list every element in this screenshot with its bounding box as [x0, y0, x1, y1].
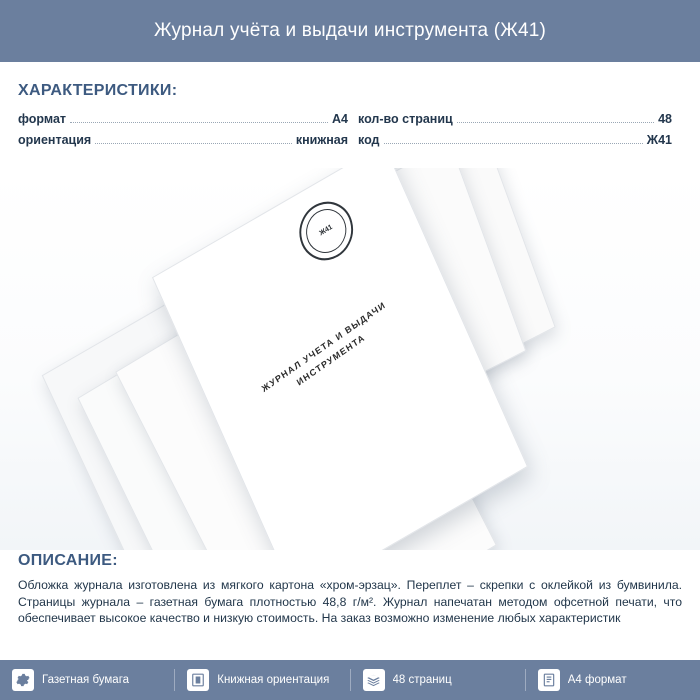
cover-title-text: ЖУРНАЛ УЧЕТА И ВЫДАЧИ ИНСТРУМЕНТА	[259, 299, 388, 395]
footer-item-label: Книжная ориентация	[217, 674, 330, 686]
page-header	[0, 0, 700, 62]
spec-value: книжная	[295, 133, 348, 147]
page-title: Журнал учёта и выдачи инструмента (Ж41)	[153, 20, 547, 41]
pages-stack-icon	[363, 669, 385, 691]
gear-icon	[12, 669, 34, 691]
footer-item-label: 48 страниц	[392, 674, 452, 686]
spec-row-format	[18, 112, 358, 126]
spec-row-orientation	[18, 133, 358, 147]
footer-item-page-count	[351, 660, 525, 700]
footer-item-paper	[0, 660, 174, 700]
footer-item-label: Газетная бумага	[42, 674, 130, 686]
product-image	[0, 168, 700, 550]
spec-label: код	[358, 133, 380, 147]
footer-item-label: А4 формат	[567, 674, 627, 686]
characteristics-section	[18, 82, 682, 147]
footer-item-orientation	[175, 660, 349, 700]
spec-value: А4	[332, 112, 348, 126]
spec-dot-leader	[70, 114, 328, 123]
spec-dot-leader	[457, 114, 654, 123]
cover-stamp-icon	[293, 194, 359, 268]
characteristics-grid	[18, 112, 682, 147]
page-footer	[0, 660, 700, 700]
spec-row-page-count	[358, 112, 682, 126]
spec-dot-leader	[384, 135, 643, 144]
spec-value: 48	[658, 112, 672, 126]
footer-item-format	[526, 660, 700, 700]
spec-dot-leader	[95, 135, 292, 144]
spec-label: формат	[18, 112, 67, 126]
spec-row-code	[358, 133, 682, 147]
description-text: Обложка журнала изготовлена из мягкого картона «хром-эрзац». Переплет – скрепки с оклейкой из бумвинила. Страницы журнала – газетная бумага плотностью 48,8 г/м². Журнал напечатан методом офсетной печати, что обеспечивает высокое качество и низкую стоимость. На заказ возможно изменение любых характеристик	[18, 578, 682, 625]
spec-label: кол-во страниц	[358, 112, 453, 126]
description-section	[18, 552, 682, 627]
characteristics-heading: ХАРАКТЕРИСТИКИ:	[18, 82, 178, 99]
description-heading: ОПИСАНИЕ:	[18, 552, 118, 569]
spec-label: ориентация	[18, 133, 92, 147]
portrait-page-icon	[187, 669, 209, 691]
cover-stamp-label: Ж41	[318, 223, 334, 238]
document-icon	[538, 669, 560, 691]
spec-value: Ж41	[646, 133, 672, 147]
